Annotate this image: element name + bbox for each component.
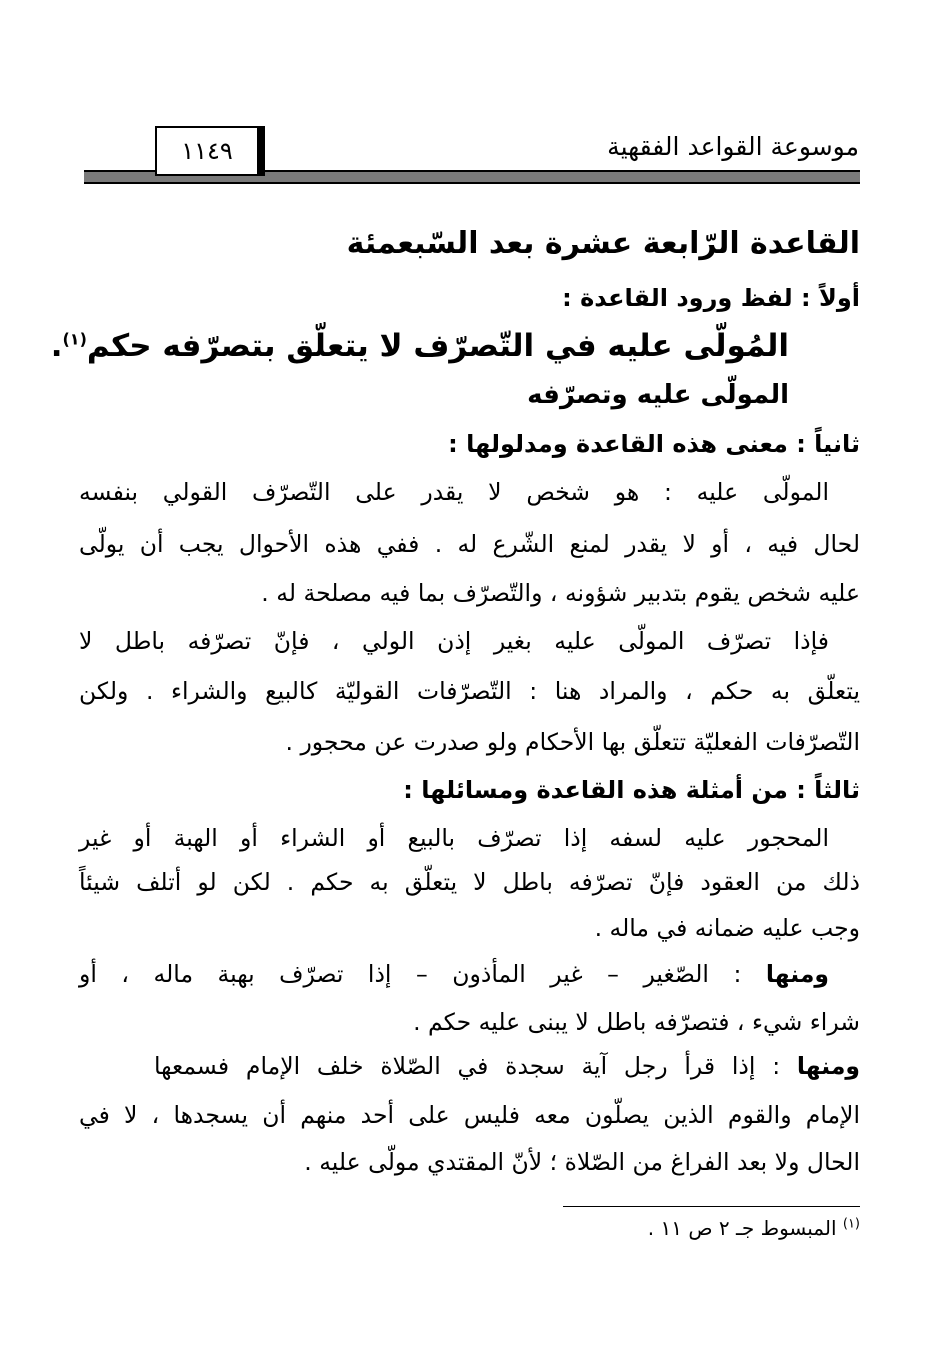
footnote-rule (563, 1206, 860, 1207)
section3-p3-line1-text: : إذا قرأ رجل آية سجدة في الصّلاة خلف الإمام فسمعها (154, 1052, 797, 1080)
footnote-ref: (١) (62, 329, 87, 349)
section2-p2-line2: يتعلّق به حكم ، والمراد هنا : التّصرّفات القوليّة كالبيع والشراء . ولكن (79, 677, 860, 705)
section3-heading: ثالثاً : من أمثلة هذه القاعدة ومسائلها : (403, 776, 860, 804)
example-lead: ومنها (796, 1052, 860, 1080)
section3-p2-line1-text: : الصّغير – غير المأذون – إذا تصرّف بهبة ماله ، أو (79, 960, 766, 988)
section3-p2-line2: شراء شيء ، فتصرّفه باطل لا يبنى عليه حكم . (413, 1008, 860, 1036)
section3-p3-line3: الحال ولا بعد الفراغ من الصّلاة ؛ لأنّ المقتدي مولّى عليه . (304, 1148, 860, 1176)
section3-p1-line1: المحجور عليه لسفه إذا تصرّف بالبيع أو الشراء أو الهبة أو غير (79, 824, 829, 852)
section2-heading: ثانياً : معنى هذه القاعدة ومدلولها : (448, 430, 860, 458)
section3-p1-line3: وجب عليه ضمانه في ماله . (594, 914, 860, 942)
alt-wording: المولّى عليه وتصرّفه (527, 380, 789, 410)
example-lead: ومنها (765, 960, 829, 988)
section2-p2-line1: فإذا تصرّف المولّى عليه بغير إذن الولي ، فإنّ تصرّفه باطل لا (79, 627, 829, 655)
section3-p2-line1 (79, 960, 829, 988)
footnote-text: المبسوط جـ ٢ ص ١١ . (647, 1216, 837, 1240)
rule-title: القاعدة الرّابعة عشرة بعد السّبعمئة (346, 226, 860, 261)
section2-p1-line2: لحال فيه ، أو لا يقدر لمنع الشّرع له . ففي هذه الأحوال يجب أن يولّى (79, 530, 860, 558)
section2-p2-line3: التّصرّفات الفعليّة تتعلّق بها الأحكام ولو صدرت عن محجور . (285, 728, 860, 756)
section1-heading: أولاً : لفظ ورود القاعدة : (562, 284, 860, 312)
running-title: موسوعة القواعد الفقهية (607, 132, 859, 161)
footnote (648, 1216, 860, 1240)
section3-p1-line2: ذلك من العقود فإنّ تصرّفه باطل لا يتعلّق به حكم . لكن لو أتلف شيئاً (79, 868, 860, 896)
section2-p1-line1: المولّى عليه : هو شخص لا يقدر على التّصرّف القولي بنفسه (79, 478, 829, 506)
footnote-marker: (١) (842, 1216, 860, 1232)
section2-p1-line3: عليه شخص يقوم بتدبير شؤونه ، والتّصرّف بما فيه مصلحة له . (261, 579, 860, 607)
section3-p3-line1 (154, 1052, 860, 1080)
page-number: ١١٤٩ (155, 126, 265, 176)
rule-statement-end: . (50, 328, 63, 364)
section3-p3-line2: الإمام والقوم الذين يصلّون معه فليس على أحد منهم أن يسجدها ، لا في (79, 1101, 860, 1129)
rule-statement-text: المُولّى عليه في التّصرّف لا يتعلّق بتصرّفه حكم (86, 328, 789, 364)
rule-statement (50, 328, 789, 364)
